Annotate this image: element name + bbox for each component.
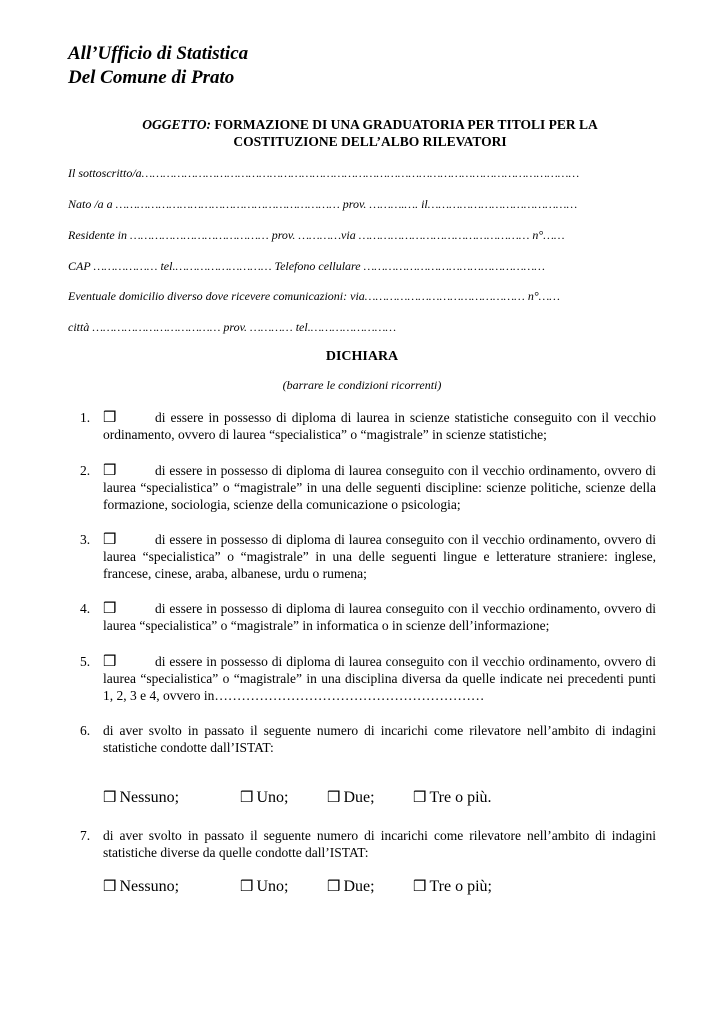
item-number: 5. [80, 654, 91, 669]
item-number: 6. [80, 723, 91, 738]
field-residence[interactable]: Residente in ………………………………… prov. …………via ………………………………………… n°…… [68, 228, 565, 242]
checkbox-icon: ❒ [240, 877, 254, 895]
declaration-item-6 [80, 722, 656, 756]
declaration-item-7 [80, 827, 656, 861]
checkbox-icon[interactable]: ❒ [103, 530, 117, 548]
option-one[interactable]: ❒ Uno; [240, 877, 289, 895]
item-number: 3. [80, 532, 91, 547]
checkbox-icon: ❒ [103, 788, 117, 806]
field-contacts[interactable]: CAP ……………… tel.……………………… Telefono cellulare …………………………………………… [68, 259, 545, 273]
checkbox-icon[interactable]: ❒ [103, 599, 117, 617]
item-text: di aver svolto in passato il seguente numero di incarichi come rilevatore nell’ambito di indagini statistiche diverse da quelle condotte dall’ISTAT: [103, 828, 656, 860]
option-two[interactable]: ❒ Due; [327, 788, 375, 806]
checkbox-icon: ❒ [103, 877, 117, 895]
declaration-item-4 [80, 600, 656, 634]
subject-block [100, 116, 640, 150]
field-birth[interactable]: Nato /a a ……………………………………………………… prov. ……….…. il…………………………………… [68, 197, 578, 211]
option-none[interactable]: ❒ Nessuno; [103, 877, 180, 895]
addressee-line-1: All’Ufficio di Statistica [68, 43, 249, 64]
item-text: di aver svolto in passato il seguente numero di incarichi come rilevatore nell’ambito di indagini statistiche condotte dall’ISTAT: [103, 723, 656, 755]
option-none[interactable]: ❒ Nessuno; [103, 788, 180, 806]
field-name[interactable]: Il sottoscritto/a…………………………………………………………………………………………………………… [68, 166, 580, 180]
options-istat [103, 788, 623, 810]
item-text: di essere in possesso di diploma di laurea in scienze statistiche conseguito con il vecchio ordinamento, ovvero di laurea “specialistica” o “magistrale” in scienze statistiche; [103, 410, 656, 442]
checkbox-icon: ❒ [413, 877, 427, 895]
subject-label: OGGETTO: [142, 117, 211, 132]
checkbox-icon: ❒ [327, 788, 341, 806]
item-number: 4. [80, 601, 91, 616]
declaration-item-2 [80, 462, 656, 513]
checkbox-icon[interactable]: ❒ [103, 461, 117, 479]
declaration-item-3 [80, 531, 656, 582]
item-number: 1. [80, 410, 91, 425]
item-text: di essere in possesso di diploma di laurea conseguito con il vecchio ordinamento, ovvero di laurea “specialistica” o “magistrale” in una delle seguenti lingue e letterature straniere: inglese, francese, cinese, araba, albanese, urdu o rumena; [103, 532, 656, 581]
checkbox-icon: ❒ [240, 788, 254, 806]
item-text: di essere in possesso di diploma di laurea conseguito con il vecchio ordinamento, ovvero di laurea “specialistica” o “magistrale” in una delle seguenti discipline: scienze politiche, scienze della formazione, sociologia, scienze della comunicazione o psicologia; [103, 463, 656, 512]
checkbox-icon[interactable]: ❒ [103, 652, 117, 670]
declaration-item-1 [80, 409, 656, 443]
option-two[interactable]: ❒ Due; [327, 877, 375, 895]
subject-text-line-2: COSTITUZIONE DELL’ALBO RILEVATORI [233, 134, 507, 149]
declaration-title: DICHIARA [325, 349, 399, 364]
checkbox-icon[interactable]: ❒ [103, 408, 117, 426]
addressee-header [68, 42, 248, 90]
field-alt-domicile[interactable]: Eventuale domicilio diverso dove ricevere comunicazioni: via……………………………………… n°…… [68, 289, 560, 303]
subject-text: FORMAZIONE DI UNA GRADUATORIA PER TITOLI PER LA [214, 117, 598, 132]
addressee-line-2: Del Comune di Prato [68, 67, 235, 88]
option-three-or-more[interactable]: ❒ Tre o più; [413, 877, 492, 895]
item-text: di essere in possesso di diploma di laurea conseguito con il vecchio ordinamento, ovvero di laurea “specialistica” o “magistrale” in informatica o in scienze dell’informazione; [103, 601, 656, 633]
checkbox-icon: ❒ [327, 877, 341, 895]
item-number: 7. [80, 828, 91, 843]
item-number: 2. [80, 463, 91, 478]
option-one[interactable]: ❒ Uno; [240, 788, 289, 806]
checkbox-icon: ❒ [413, 788, 427, 806]
field-city[interactable]: città ……………………………… prov. ………… tel.…………………… [68, 320, 397, 334]
options-non-istat [103, 877, 623, 899]
declaration-item-5 [80, 653, 656, 704]
item-text: di essere in possesso di diploma di laurea conseguito con il vecchio ordinamento, ovvero di laurea “specialistica” o “magistrale” in una disciplina diversa da quelle indicate nei precedenti punti 1, 2, 3 e 4, ovvero in…………………………………………………… [103, 654, 656, 703]
declaration-note: (barrare le condizioni ricorrenti) [282, 378, 442, 392]
option-three-or-more[interactable]: ❒ Tre o più. [413, 788, 492, 806]
